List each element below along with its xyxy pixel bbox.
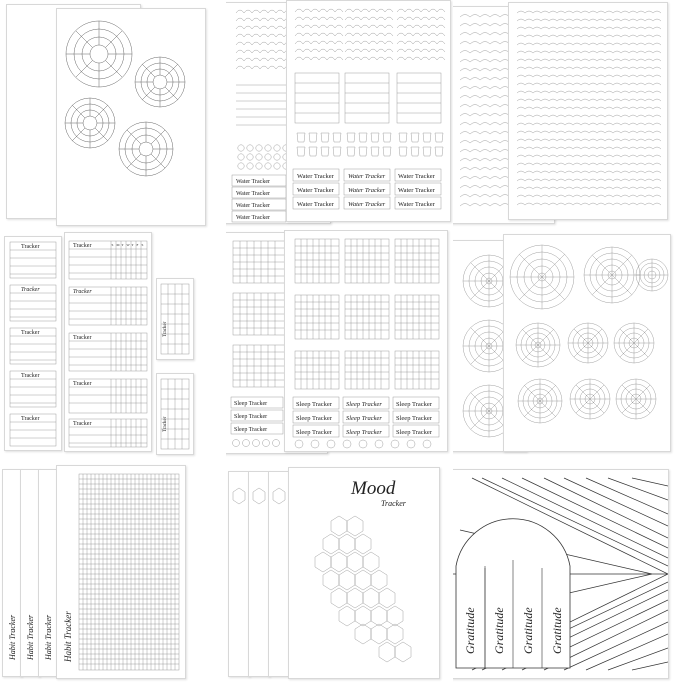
label-tracker: Tracker bbox=[73, 289, 92, 296]
panel-tracker-lists bbox=[0, 230, 226, 460]
label-sleep-tracker: Sleep Tracker bbox=[346, 429, 383, 437]
svg-text:M: M bbox=[116, 243, 120, 248]
label-tracker: Tracker bbox=[21, 330, 40, 337]
svg-text:T: T bbox=[131, 243, 134, 248]
sheet-strip-2 bbox=[20, 469, 40, 677]
label-tracker: Tracker bbox=[73, 335, 92, 342]
sheet-mood-main bbox=[288, 467, 440, 679]
label-tracker: Tracker bbox=[163, 321, 168, 338]
sheet-left bbox=[4, 236, 62, 451]
label-habit-tracker: Habit Tracker bbox=[26, 614, 35, 660]
label-tracker: Tracker bbox=[21, 373, 40, 380]
sheet-small-bottom bbox=[156, 373, 194, 455]
label-water-tracker: Water Tracker bbox=[398, 173, 436, 180]
label-gratitude: Gratitude bbox=[491, 606, 506, 654]
sheet-hex-strip-2 bbox=[248, 471, 270, 677]
sheet-strip-1 bbox=[2, 469, 22, 677]
label-habit-tracker: Habit Tracker bbox=[8, 614, 17, 660]
label-water-tracker: Water Tracker bbox=[297, 187, 335, 194]
label-sleep-tracker: Sleep Tracker bbox=[234, 427, 268, 434]
label-gratitude: Gratitude bbox=[520, 606, 535, 654]
label-sleep-tracker: Sleep Tracker bbox=[234, 401, 268, 408]
panel-radial-trackers bbox=[453, 230, 679, 460]
sheet-front bbox=[56, 8, 206, 226]
label-water-tracker: Water Tracker bbox=[236, 215, 271, 221]
title-mood: Mood bbox=[351, 477, 396, 499]
panel-circle-trackers bbox=[0, 0, 226, 230]
label-sleep-tracker: Sleep Tracker bbox=[296, 415, 333, 423]
sheet-front bbox=[503, 234, 671, 452]
label-sleep-tracker: Sleep Tracker bbox=[396, 401, 433, 409]
label-water-tracker: Water Tracker bbox=[236, 191, 271, 197]
label-water-tracker: Water Tracker bbox=[236, 179, 271, 185]
label-sleep-tracker: Sleep Tracker bbox=[396, 429, 433, 437]
sheet-front bbox=[284, 230, 448, 452]
svg-text:F: F bbox=[136, 243, 139, 248]
svg-text:S: S bbox=[141, 243, 144, 248]
panel-habit-tracker bbox=[0, 461, 226, 691]
svg-text:W: W bbox=[126, 243, 130, 248]
label-habit-tracker: Habit Tracker bbox=[44, 614, 53, 660]
label-tracker: Tracker bbox=[21, 244, 40, 251]
label-sleep-tracker: Sleep Tracker bbox=[296, 429, 333, 437]
sheet-front bbox=[286, 0, 451, 222]
sheet-hex-strip-3 bbox=[268, 471, 290, 677]
label-sleep-tracker: Sleep Tracker bbox=[346, 415, 383, 423]
label-water-tracker: Water Tracker bbox=[297, 173, 335, 180]
label-gratitude: Gratitude bbox=[549, 606, 564, 654]
label-habit-tracker: Habit Tracker bbox=[63, 610, 73, 662]
label-water-tracker: Water Tracker bbox=[348, 187, 386, 194]
sheet-strip-3 bbox=[38, 469, 58, 677]
sheet-front bbox=[508, 2, 668, 220]
label-water-tracker: Water Tracker bbox=[398, 187, 436, 194]
panel-sleep-tracker bbox=[226, 230, 452, 460]
label-tracker: Tracker bbox=[73, 243, 92, 250]
label-sleep-tracker: Sleep Tracker bbox=[396, 415, 433, 423]
svg-text:T: T bbox=[121, 243, 124, 248]
panel-mood-tracker bbox=[226, 461, 452, 691]
sheet-small-top bbox=[156, 278, 194, 360]
label-tracker: Tracker bbox=[21, 416, 40, 423]
panel-wave-trackers bbox=[453, 0, 679, 230]
label-sleep-tracker: Sleep Tracker bbox=[234, 414, 268, 421]
label-water-tracker: Water Tracker bbox=[348, 201, 386, 208]
label-water-tracker: Water Tracker bbox=[348, 173, 386, 180]
sheet-gratitude bbox=[453, 469, 669, 679]
sheet-main bbox=[56, 465, 186, 679]
sheet-hex-strip-1 bbox=[228, 471, 250, 677]
label-water-tracker: Water Tracker bbox=[297, 201, 335, 208]
label-sleep-tracker: Sleep Tracker bbox=[296, 401, 333, 409]
label-tracker: Tracker bbox=[73, 421, 92, 428]
title-tracker: Tracker bbox=[381, 498, 407, 508]
panel-gratitude bbox=[453, 461, 679, 691]
svg-text:S: S bbox=[111, 243, 114, 248]
panel-water-tracker bbox=[226, 0, 452, 230]
label-water-tracker: Water Tracker bbox=[236, 203, 271, 209]
label-water-tracker: Water Tracker bbox=[398, 201, 436, 208]
label-gratitude: Gratitude bbox=[462, 606, 477, 654]
label-sleep-tracker: Sleep Tracker bbox=[346, 401, 383, 409]
label-tracker: Tracker bbox=[21, 287, 40, 294]
label-tracker: Tracker bbox=[73, 381, 92, 388]
label-tracker: Tracker bbox=[163, 416, 168, 433]
sheet-center bbox=[64, 232, 152, 452]
